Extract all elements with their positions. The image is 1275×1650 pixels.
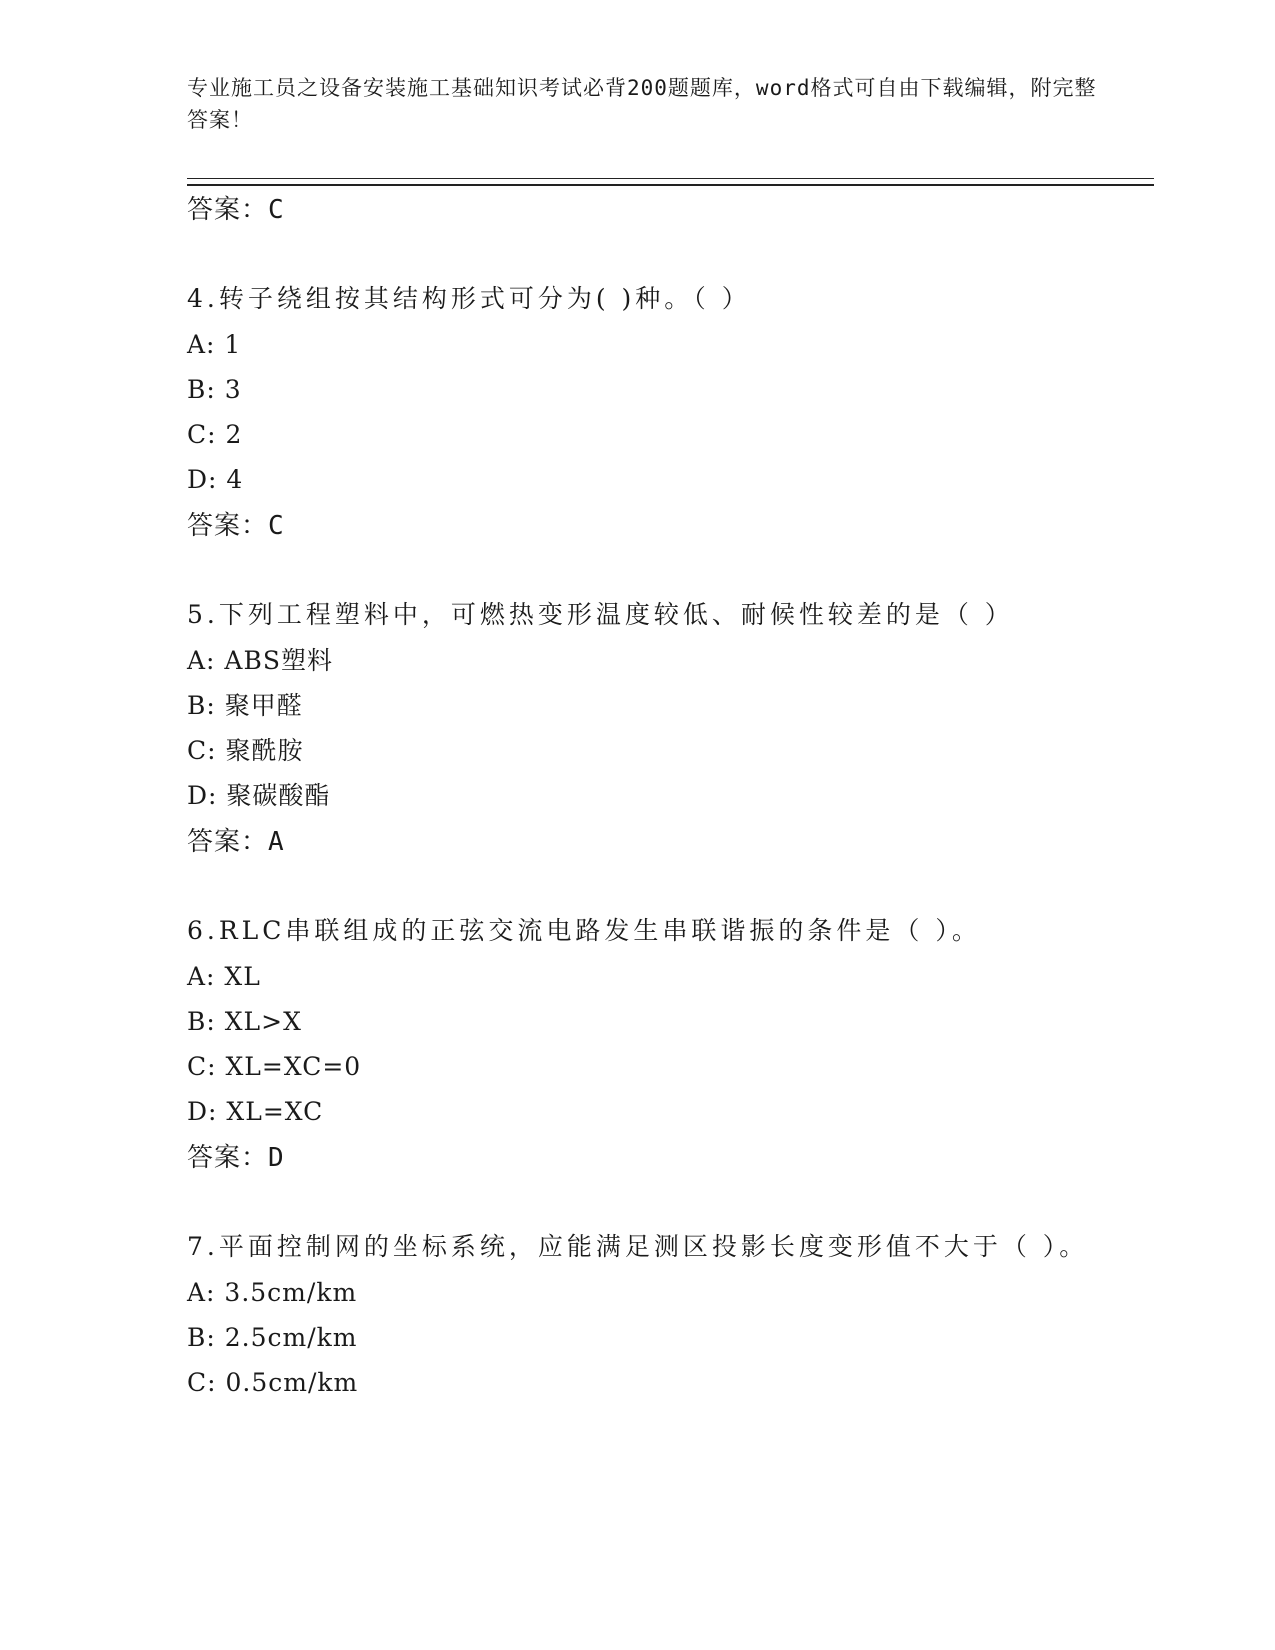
question-text: 7.平面控制网的坐标系统，应能满足测区投影长度变形值不大于（ ）。 [187,1232,1089,1261]
previous-answer: 答案：C [187,195,285,225]
spacer [187,234,1154,276]
question-text: 4.转子绕组按其结构形式可分为( )种。（ ） [187,284,751,313]
option-a: A: 1 [187,330,242,359]
option-b: B: 聚甲醛 [187,691,303,720]
spacer [187,550,1154,592]
answer-line: 答案：C [187,511,285,541]
question-list [187,186,1154,1405]
option-a: A: 3.5cm/km [187,1278,358,1307]
question-text: 5.下列工程塑料中，可燃热变形温度较低、耐候性较差的是（ ） [187,600,1014,629]
spacer [187,866,1154,908]
question-text: 6.RLC串联组成的正弦交流电路发生串联谐振的条件是（ ）。 [187,916,981,945]
question-block-5 [187,592,1154,866]
option-a: A: ABS塑料 [187,646,333,675]
question-block-4 [187,276,1154,550]
answer-line: 答案：A [187,827,285,857]
answer-line: 答案：D [187,1143,285,1173]
option-b: B: 2.5cm/km [187,1323,358,1352]
spacer [187,1182,1154,1224]
option-d: D: 4 [187,465,244,494]
question-block-6 [187,908,1154,1182]
page-header [187,72,1107,136]
option-c: C: 聚酰胺 [187,736,304,765]
option-d: D: XL=XC [187,1097,324,1126]
option-d: D: 聚碳酸酯 [187,781,331,810]
document-title: 专业施工员之设备安装施工基础知识考试必背200题题库，word格式可自由下载编辑，附完整答案！ [187,76,1097,132]
header-divider [187,178,1154,186]
option-c: C: 0.5cm/km [187,1368,359,1397]
option-b: B: 3 [187,375,242,404]
option-c: C: XL=XC=0 [187,1052,362,1081]
question-block-7 [187,1224,1154,1405]
option-a: A: XL [187,962,261,991]
option-c: C: 2 [187,420,243,449]
option-b: B: XL>X [187,1007,302,1036]
